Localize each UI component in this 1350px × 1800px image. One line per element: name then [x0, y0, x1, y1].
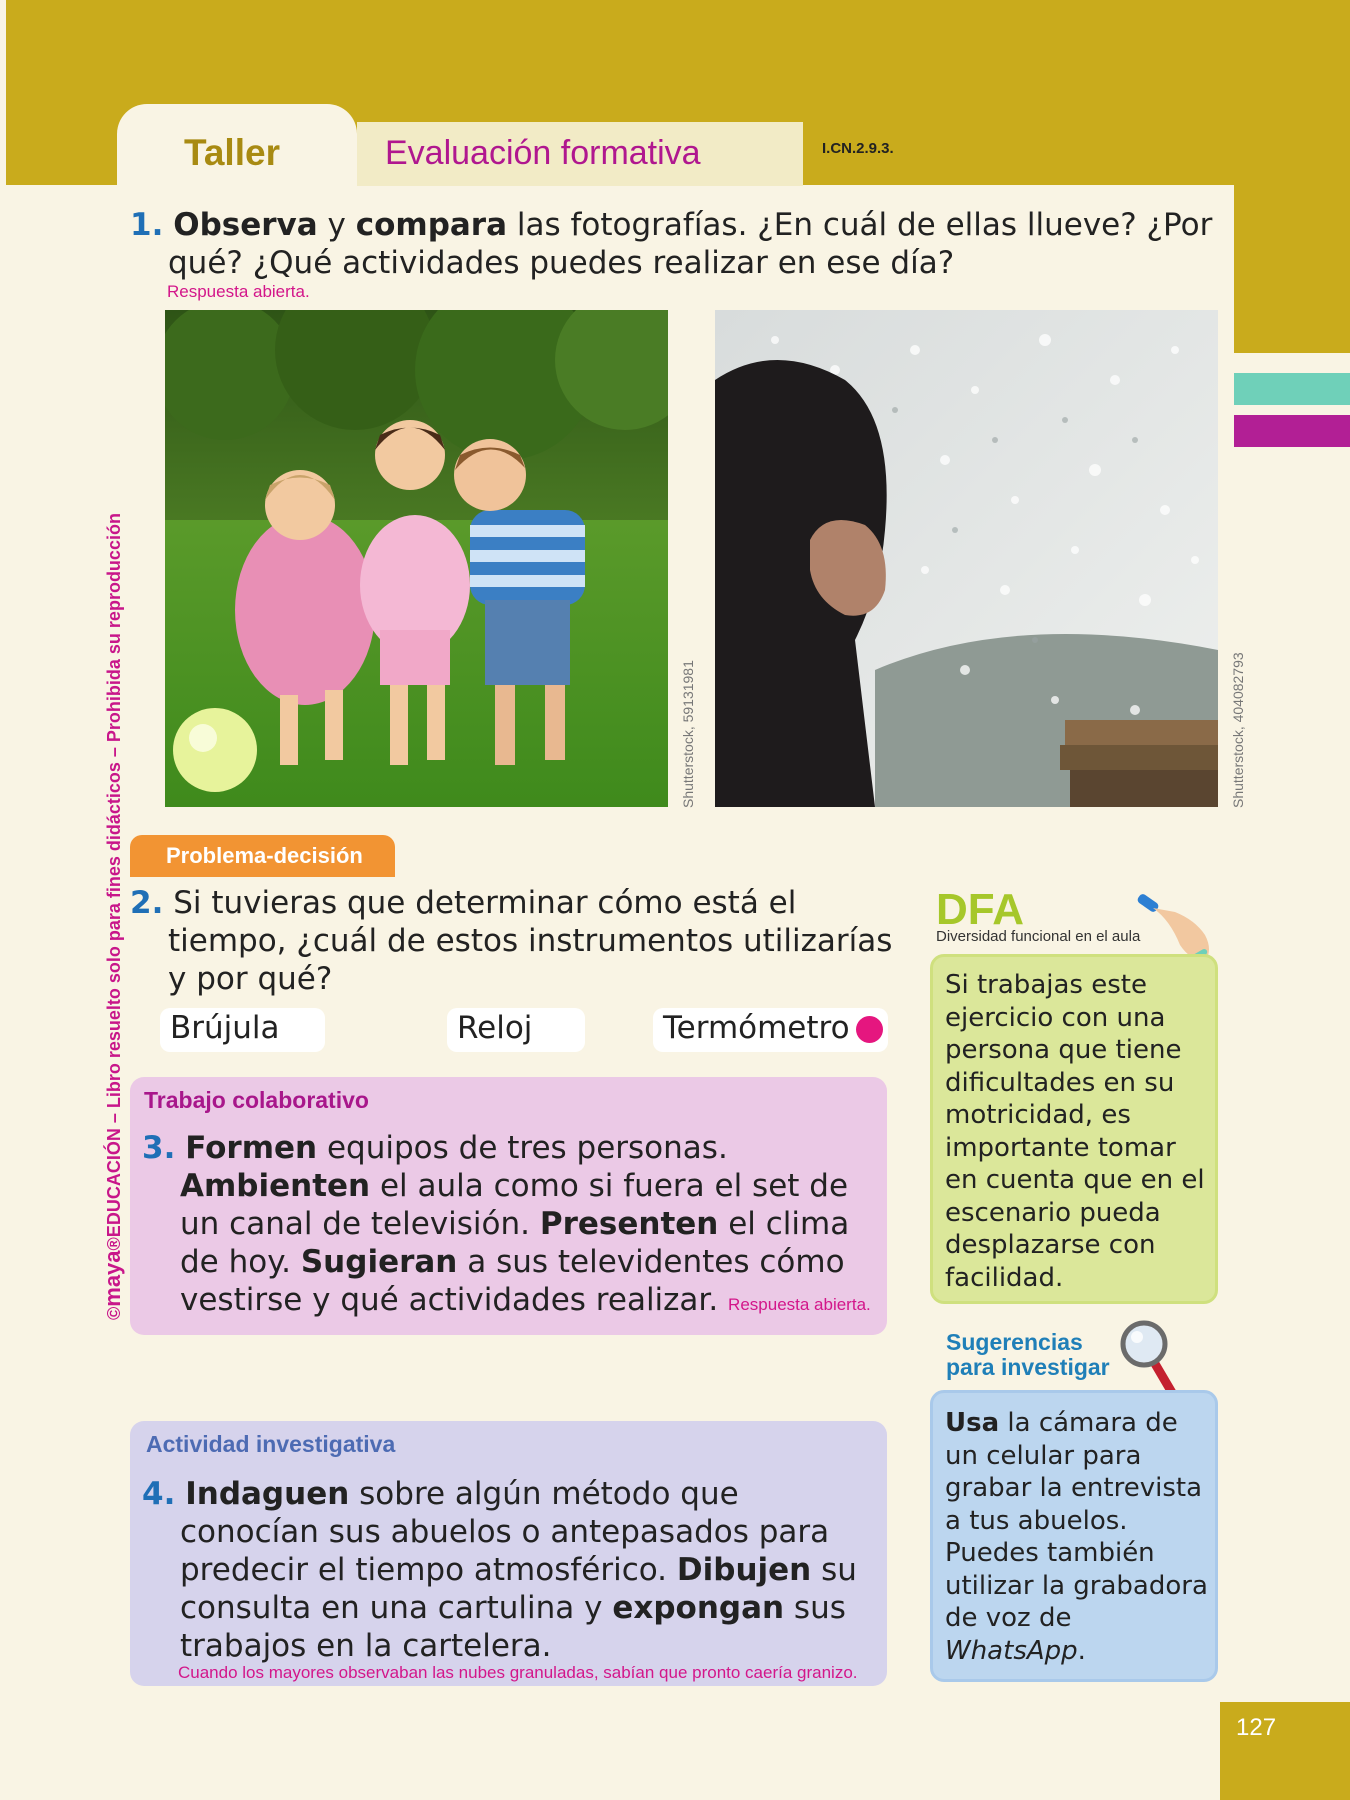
question-2-text: [130, 884, 900, 998]
page-number: 127: [1236, 1714, 1277, 1741]
verb-expongan: expongan: [612, 1590, 785, 1626]
photo-credit-2: Shutterstock, 404082793: [1230, 652, 1246, 808]
q3-part-2: el aula como si fuera el set de un canal de televisión.: [180, 1168, 849, 1242]
question-3-number: 3.: [142, 1130, 176, 1166]
collaborative-work-header: Trabajo colaborativo: [144, 1087, 369, 1113]
question-3-text: [142, 1129, 877, 1324]
registered-symbol: ®: [104, 1237, 124, 1251]
dfa-text: Si trabajas este ejercicio con una persona que tiene dificultades en su motricidad, es importante tomar en cuenta que en el escenario pueda desplazarse con facilidad.: [945, 970, 1205, 1293]
selected-answer-dot: [856, 1016, 883, 1043]
photo-credit-1: Shutterstock, 59131981: [680, 660, 696, 808]
dfa-subtitle: Diversidad funcional en el aula: [936, 928, 1141, 945]
question-1-number: 1.: [130, 207, 164, 243]
suggestions-box: [930, 1390, 1218, 1682]
right-band: [1234, 185, 1350, 353]
photo-children-playing: [165, 310, 668, 807]
research-activity-box: [130, 1421, 887, 1686]
tab-taller: [117, 104, 357, 186]
question-1-text: [130, 206, 1230, 282]
answer-1: Respuesta abierta.: [167, 282, 310, 301]
verb-usa: Usa: [945, 1408, 1000, 1438]
option-brujula[interactable]: Brújula: [160, 1008, 325, 1052]
problema-decision-label: [130, 835, 395, 877]
question-4-text: [142, 1475, 882, 1665]
q3-part-1: equipos de tres personas.: [317, 1130, 728, 1166]
option-reloj[interactable]: Reloj: [447, 1008, 585, 1052]
page-number-box: [1220, 1702, 1350, 1800]
copyright-text: EDUCACIÓN – Libro resuelto solo para fines didácticos – Prohibida su reproducción: [104, 513, 124, 1238]
collaborative-work-box: [130, 1077, 887, 1335]
brand-name: maya: [100, 1250, 125, 1307]
suggestions-text: [945, 1407, 1215, 1667]
answer-3: Respuesta abierta.: [728, 1295, 871, 1314]
copyright-symbol: ©: [104, 1306, 124, 1320]
verb-formen: Formen: [185, 1130, 318, 1166]
verb-ambienten: Ambienten: [180, 1168, 371, 1204]
verb-dibujen: Dibujen: [676, 1552, 812, 1588]
teal-stripe: [1234, 373, 1350, 405]
verb-compara: compara: [355, 207, 508, 243]
q3-part-3: el clima de hoy.: [180, 1206, 850, 1280]
copyright-sidebar: [100, 513, 126, 1320]
photo-girl-rainy-window: [715, 310, 1218, 807]
suggestions-part-2: .: [1077, 1635, 1086, 1666]
dfa-title: DFA: [936, 885, 1024, 934]
verb-presenten: Presenten: [539, 1206, 719, 1242]
suggestions-title: [946, 1330, 1110, 1380]
verb-observa: Observa: [173, 207, 318, 243]
q3-part-4: a sus televidentes cómo vestirse y qué actividades realizar.: [180, 1244, 845, 1318]
answer-4: Cuando los mayores observaban las nubes granuladas, sabían que pronto caería granizo.: [178, 1663, 858, 1682]
verb-sugieran: Sugieran: [300, 1244, 458, 1280]
tab-taller-label: Taller: [184, 132, 280, 173]
app-name: WhatsApp: [945, 1635, 1078, 1666]
suggestions-title-line-1: Sugerencias: [946, 1329, 1083, 1355]
research-activity-header: Actividad investigativa: [146, 1431, 396, 1457]
tab-evaluacion: [357, 122, 803, 186]
suggestions-part-1: la cámara de un celular para grabar la entrevista a tus abuelos. Puedes también utilizar la grabadora de voz de: [945, 1408, 1208, 1633]
verb-indaguen: Indaguen: [185, 1476, 350, 1512]
tab-evaluacion-label: Evaluación formativa: [385, 134, 701, 172]
question-2-number: 2.: [130, 885, 164, 921]
magenta-stripe: [1234, 415, 1350, 447]
question-1: [130, 206, 1230, 282]
text-y: y: [317, 207, 356, 243]
curriculum-code: I.CN.2.9.3.: [822, 140, 894, 157]
problema-decision-text: Problema-decisión: [166, 843, 363, 868]
option-termometro[interactable]: Termómetro: [653, 1008, 888, 1052]
question-4-number: 4.: [142, 1476, 176, 1512]
q4-part-1: sobre algún método que conocían sus abuelos o antepasados para predecir el tiempo atmosférico.: [180, 1476, 830, 1588]
q4-part-2: su consulta en una cartulina y: [180, 1552, 857, 1626]
suggestions-title-line-2: para investigar: [946, 1354, 1110, 1380]
question-1-rest: las fotografías. ¿En cuál de ellas llueve? ¿Por qué? ¿Qué actividades puedes realizar en ese día?: [168, 207, 1213, 281]
question-2-body: Si tuvieras que determinar cómo está el tiempo, ¿cuál de estos instrumentos utilizarías y por qué?: [168, 885, 893, 997]
q4-part-3: sus trabajos en la cartelera.: [180, 1590, 846, 1664]
question-2: [130, 884, 900, 998]
dfa-box: [930, 954, 1218, 1304]
